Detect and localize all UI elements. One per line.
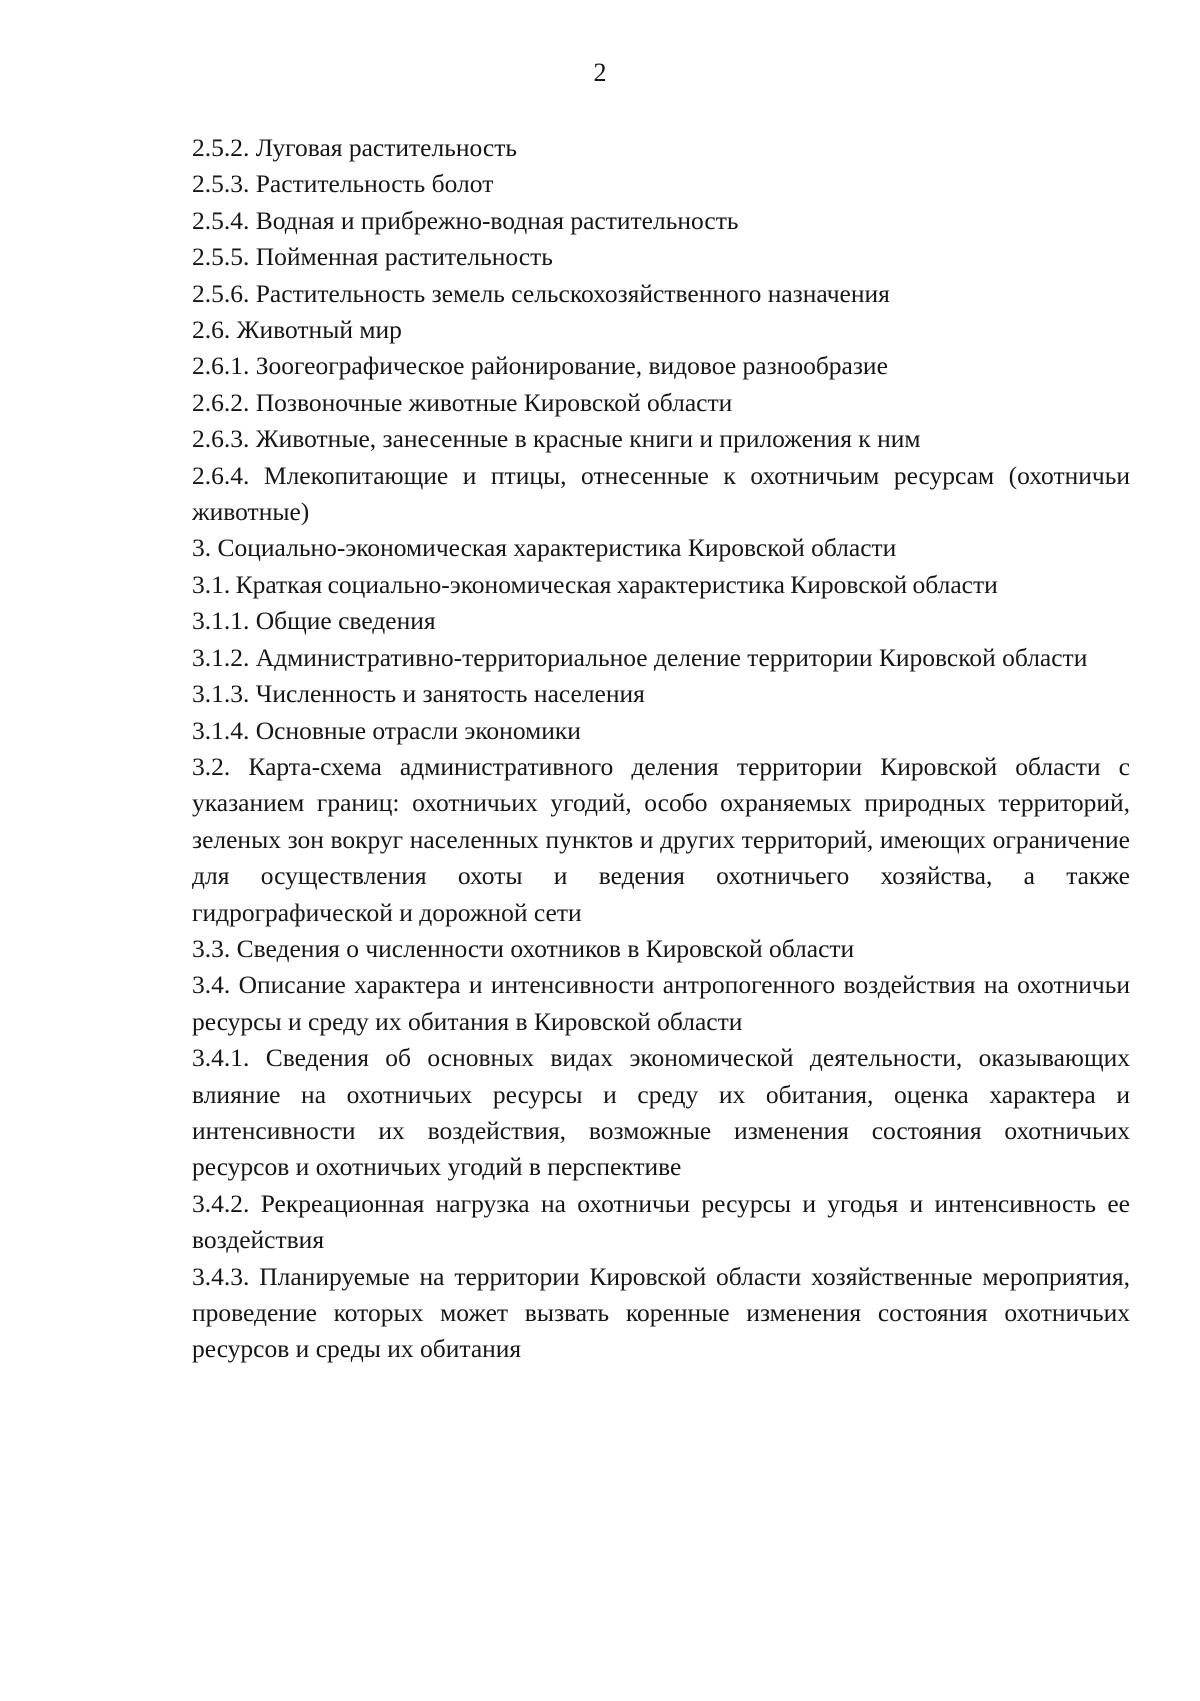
toc-item: 2.5.5. Пойменная растительность — [192, 242, 553, 272]
toc-item: 3.1.4. Основные отрасли экономики — [192, 715, 581, 745]
toc-item: 3.2. Карта-схема административного деления территории Кировской области с указанием границ: охотничьих угодий, особо охраняемых природных территорий, зеленых зон вокруг населенных пунктов и других территорий, имеющих ограничение для осуществления охоты и ведения охотничьего хозяйства, а также гидрографической и дорожной сети — [192, 751, 1130, 927]
toc-item: 3.3. Сведения о численности охотников в Кировской области — [192, 933, 855, 963]
page-number: 2 — [593, 58, 607, 87]
toc-item: 3.4.3. Планируемые на территории Кировской области хозяйственные мероприятия, проведение которых может вызвать коренные изменения состояния охотничьих ресурсов и среды их обитания — [192, 1261, 1130, 1364]
toc-item: 3.1. Краткая социально-экономическая характеристика Кировской области — [192, 569, 998, 599]
toc-item: 2.5.3. Растительность болот — [192, 169, 494, 199]
toc-item: 3.1.3. Численность и занятость населения — [192, 679, 645, 709]
toc-item: 2.5.2. Луговая растительность — [192, 133, 517, 162]
toc-item: 2.5.4. Водная и прибрежно-водная растительность — [192, 205, 739, 235]
toc-item: 2.5.6. Растительность земель сельскохозяйственного назначения — [192, 278, 890, 308]
toc-item: 3.4.2. Рекреационная нагрузка на охотничьи ресурсы и угодья и интенсивность ее воздействия — [192, 1188, 1130, 1255]
toc-item: 3.1.2. Административно-территориальное деление территории Кировской области — [192, 642, 1088, 672]
toc-item: 3.4.1. Сведения об основных видах экономической деятельности, оказывающих влияние на охотничьих ресурсы и среду их обитания, оценка характера и интенсивности их воздействия, возможные изменения состояния охотничьих ресурсов и охотничьих угодий в перспективе — [192, 1043, 1130, 1182]
toc-item: 2.6. Животный мир — [192, 315, 402, 345]
toc-item: 2.6.4. Млекопитающие и птицы, отнесенные к охотничьим ресурсам (охотничьи животные) — [192, 460, 1130, 527]
toc-item: 3.1.1. Общие сведения — [192, 606, 436, 636]
toc-item: 3.4. Описание характера и интенсивности антропогенного воздействия на охотничьи ресурсы и среду их обитания в Кировской области — [192, 970, 1130, 1036]
table-of-contents — [192, 130, 1130, 1368]
toc-item: 2.6.2. Позвоночные животные Кировской области — [192, 387, 733, 417]
toc-item: 3. Социально-экономическая характеристика Кировской области — [192, 533, 897, 563]
toc-item: 2.6.1. Зоогеографическое районирование, видовое разнообразие — [192, 351, 888, 381]
toc-item: 2.6.3. Животные, занесенные в красные книги и приложения к ним — [192, 424, 921, 454]
